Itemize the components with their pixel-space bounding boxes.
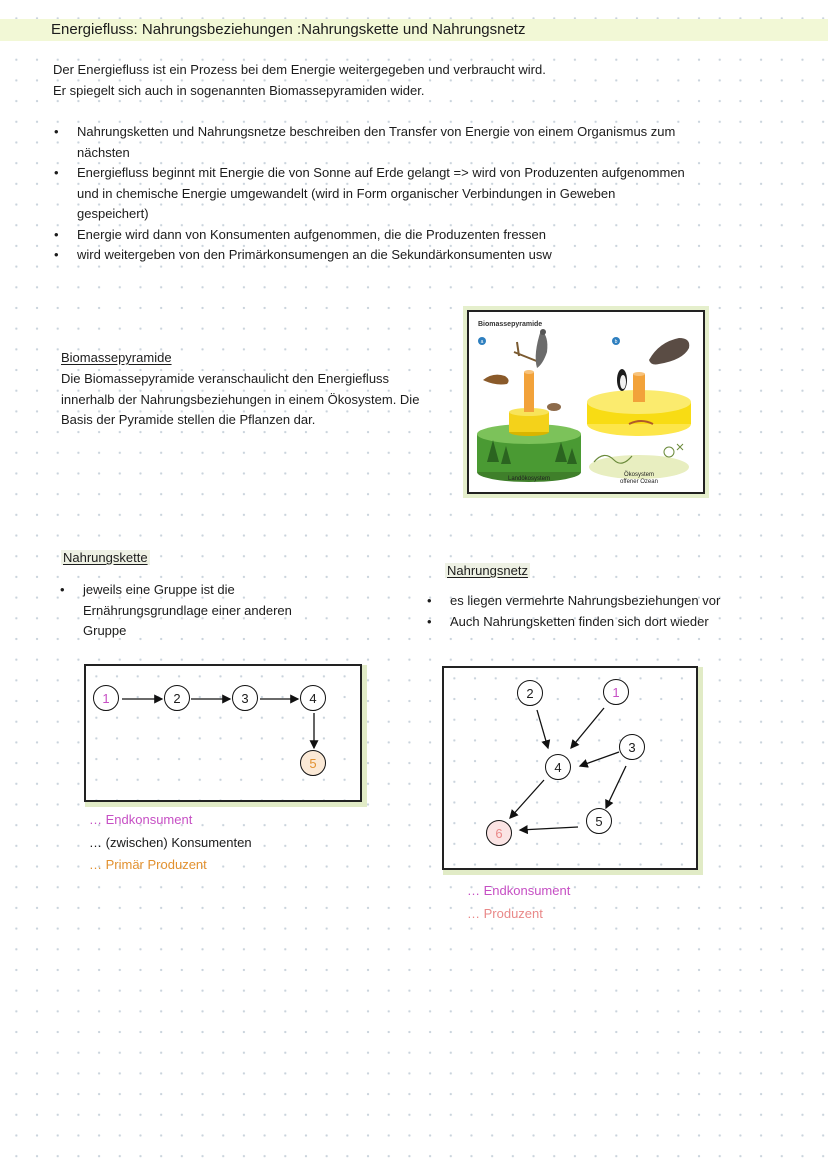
- netz-legend: [467, 880, 570, 925]
- ocean-pyramid: [587, 338, 691, 479]
- chain-node-1: 1: [93, 685, 119, 711]
- bullet-item: • Energiefluss beginnt mit Energie die von Sonne auf Erde gelangt => wird von Produzenten aufgenommen und in chemische Energie umgewandelt (wird in Form organischer Verbindungen in Geweben gespeichert): [52, 163, 687, 225]
- web-node-3: 3: [619, 734, 645, 760]
- chain-node-3: 3: [232, 685, 258, 711]
- food-chain-diagram: [84, 664, 362, 802]
- label-a: a: [480, 339, 484, 345]
- web-arrow: [580, 752, 619, 766]
- caption-ocean-1: Ökosystem: [623, 472, 655, 478]
- web-arrow: [510, 780, 544, 818]
- biomass-pyramid-illustration: [469, 312, 703, 492]
- food-web-diagram: [442, 666, 698, 870]
- chain-node-4: 4: [300, 685, 326, 711]
- netz-bullet: • Auch Nahrungsketten finden sich dort wieder: [425, 612, 785, 633]
- netz-heading: Nahrungsnetz: [447, 563, 528, 578]
- web-arrow: [537, 710, 548, 748]
- intro-line-1: Der Energiefluss ist ein Prozess bei dem Energie weitergegeben und verbraucht wird.: [53, 62, 546, 77]
- bullet-item: • Energie wird dann von Konsumenten aufgenommen, die die Produzenten fressen: [52, 225, 687, 246]
- legend-produzent: … Produzent: [467, 905, 543, 921]
- land-pyramid: [477, 329, 581, 482]
- chain-node-2: 2: [164, 685, 190, 711]
- bullet-item: • Nahrungsketten und Nahrungsnetze beschreiben den Transfer von Energie von einem Organismus zum nächsten: [52, 122, 687, 163]
- web-node-1: 1: [603, 679, 629, 705]
- kette-legend: [89, 809, 252, 877]
- bullet-item: • wird weitergeben von den Primärkonsumengen an die Sekundärkonsumenten usw: [52, 245, 687, 266]
- web-node-5: 5: [586, 808, 612, 834]
- biomass-pyramid-figure: [467, 310, 705, 494]
- legend-endkonsument: … Endkonsument: [467, 883, 571, 898]
- caption-ocean-2: offener Ozean: [620, 479, 658, 485]
- web-node-4: 4: [545, 754, 571, 780]
- chain-node-5: 5: [300, 750, 326, 776]
- intro-paragraph: [53, 60, 773, 101]
- netz-bullet-list: [425, 591, 785, 632]
- kette-heading: Nahrungskette: [63, 550, 148, 565]
- energy-bullet-list: [52, 122, 687, 266]
- figure-title: Biomassepyramide: [478, 321, 543, 328]
- biomasse-heading: Biomassepyramide: [61, 350, 172, 365]
- netz-bullet: • es liegen vermehrte Nahrungsbeziehungen vor: [425, 591, 785, 612]
- web-arrow: [571, 708, 604, 748]
- kette-bullet-list: [58, 580, 308, 642]
- label-b: b: [614, 339, 618, 345]
- kette-bullet: • jeweils eine Gruppe ist die Ernährungsgrundlage einer anderen Gruppe: [58, 580, 308, 642]
- legend-endkonsument: … Endkonsument: [89, 812, 193, 827]
- biomasse-text: Die Biomassepyramide veranschaulicht den Energiefluss innerhalb der Nahrungsbeziehungen in einem Ökosystem. Die Basis der Pyramide stellen die Pflanzen dar.: [61, 371, 420, 427]
- web-node-6: 6: [486, 820, 512, 846]
- caption-land: Landökosystem: [507, 476, 551, 482]
- web-node-2: 2: [517, 680, 543, 706]
- web-arrow: [606, 766, 626, 808]
- web-arrow: [520, 827, 578, 830]
- legend-konsumenten: … (zwischen) Konsumenten: [89, 834, 252, 850]
- page-title: Energiefluss: Nahrungsbeziehungen :Nahrungskette und Nahrungsnetz: [51, 21, 526, 38]
- legend-produzent: … Primär Produzent: [89, 857, 207, 872]
- intro-line-2: Er spiegelt sich auch in sogenannten Biomassepyramiden wider.: [53, 82, 425, 98]
